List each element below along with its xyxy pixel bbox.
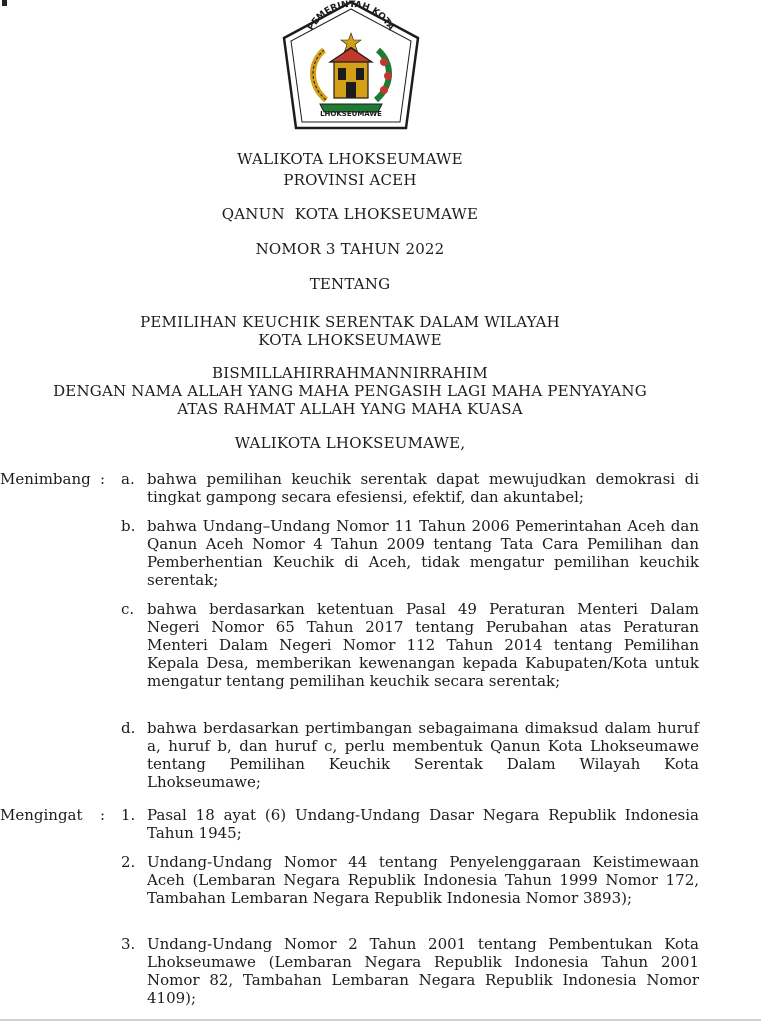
mengingat-label: Mengingat xyxy=(0,806,83,824)
menimbang-item-c: bahwa berdasarkan ketentuan Pasal 49 Peraturan Menteri Dalam Negeri Nomor 65 Tahun 2017 tentang Perubahan atas Peraturan Menteri Dalam Negeri Nomor 112 Tahun 2014 tentang Pemilihan Kepala Desa, memberikan kewenangan kepada Kabupaten/Kota untuk mengatur tentang pemilihan keuchik secara serentak; xyxy=(147,600,699,690)
menimbang-marker-c: c. xyxy=(121,600,135,618)
header-provinsi: PROVINSI ACEH xyxy=(283,171,417,189)
walikota-heading: WALIKOTA LHOKSEUMAWE, xyxy=(234,434,466,452)
emblem-bottom-text: LHOKSEUMAWE xyxy=(320,110,382,118)
subject-line-1: PEMILIHAN KEUCHIK SERENTAK DALAM WILAYAH xyxy=(140,313,560,331)
mengingat-marker-2: 2. xyxy=(121,853,136,871)
qanun-number: NOMOR 3 TAHUN 2022 xyxy=(255,240,445,258)
scan-edge-rule xyxy=(0,1019,761,1021)
mengingat-item-2: Undang-Undang Nomor 44 tentang Penyelenggaraan Keistimewaan Aceh (Lembaran Negara Republik Indonesia Tahun 1999 Nomor 172, Tambahan Lembaran Negara Republik Indonesia Nomor 3893); xyxy=(147,853,699,907)
menimbang-item-d: bahwa berdasarkan pertimbangan sebagaimana dimaksud dalam huruf a, huruf b, dan huruf c, perlu membentuk Qanun Kota Lhokseumawe tentang Pemilihan Keuchik Serentak Dalam Wilayah Kota Lhokseumawe; xyxy=(147,719,699,791)
qanun-title: QANUN KOTA LHOKSEUMAWE xyxy=(221,205,479,223)
mengingat-item-3: Undang-Undang Nomor 2 Tahun 2001 tentang Pembentukan Kota Lhokseumawe (Lembaran Negara Republik Indonesia Tahun 2001 Nomor 82, Tambahan Lembaran Negara Republik Indonesia Nomor 4109); xyxy=(147,935,699,1007)
scan-corner-mark xyxy=(2,0,7,6)
menimbang-item-a: bahwa pemilihan keuchik serentak dapat mewujudkan demokrasi di tingkat gampong secara efesiensi, efektif, dan akuntabel; xyxy=(147,470,699,506)
tentang-heading: TENTANG xyxy=(309,275,391,293)
menimbang-label: Menimbang xyxy=(0,470,91,488)
invocation-line-2: ATAS RAHMAT ALLAH YANG MAHA KUASA xyxy=(177,400,523,418)
mengingat-item-1: Pasal 18 ayat (6) Undang-Undang Dasar Negara Republik Indonesia Tahun 1945; xyxy=(147,806,699,842)
menimbang-marker-d: d. xyxy=(121,719,136,737)
emblem-top-text: PEMERINTAH KOTA xyxy=(306,0,396,33)
mengingat-marker-1: 1. xyxy=(121,806,136,824)
mengingat-colon: : xyxy=(100,806,106,824)
mengingat-marker-3: 3. xyxy=(121,935,136,953)
menimbang-colon: : xyxy=(100,470,106,488)
subject-line-2: KOTA LHOKSEUMAWE xyxy=(258,331,442,349)
invocation-line-1: DENGAN NAMA ALLAH YANG MAHA PENGASIH LAGI MAHA PENYAYANG xyxy=(53,382,647,400)
city-emblem xyxy=(280,0,422,132)
menimbang-marker-b: b. xyxy=(121,517,136,535)
basmalah: BISMILLAHIRRAHMANNIRRAHIM xyxy=(212,364,488,382)
menimbang-marker-a: a. xyxy=(121,470,135,488)
header-walikota: WALIKOTA LHOKSEUMAWE xyxy=(237,150,463,168)
menimbang-item-b: bahwa Undang–Undang Nomor 11 Tahun 2006 Pemerintahan Aceh dan Qanun Aceh Nomor 4 Tahun 2009 tentang Tata Cara Pemilihan dan Pemberhentian Keuchik di Aceh, tidak mengatur pemilihan keuchik serentak; xyxy=(147,517,699,589)
